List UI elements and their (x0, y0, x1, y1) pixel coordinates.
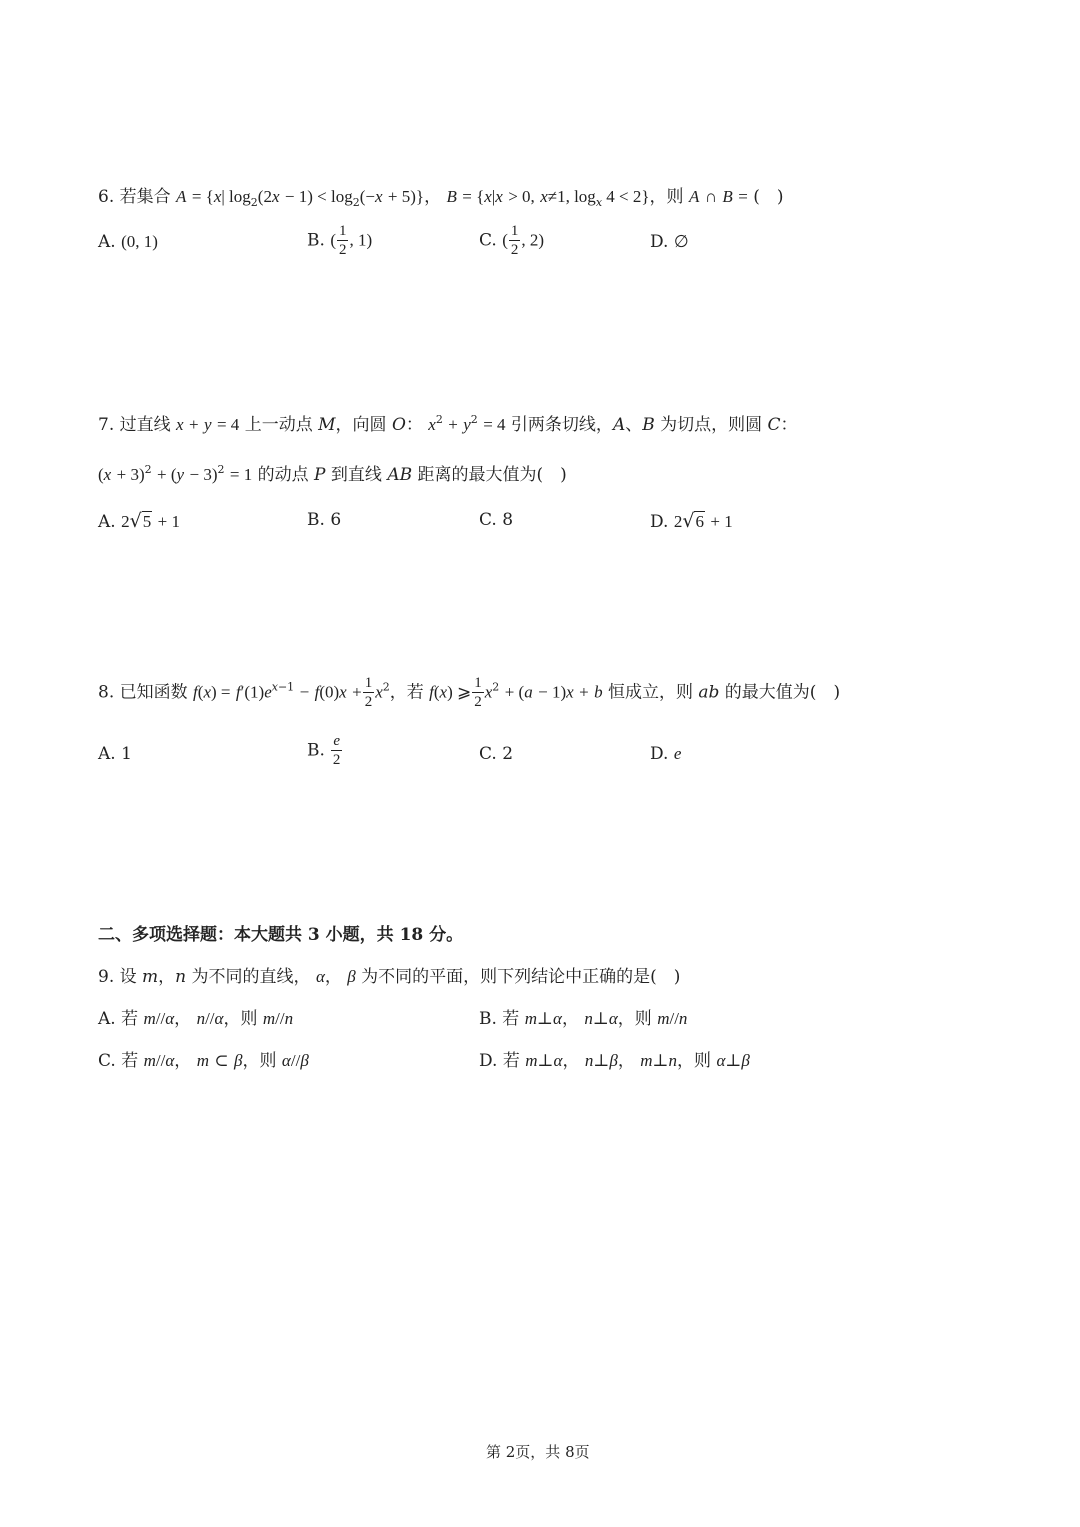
question-8-choice-d[interactable]: D. e (650, 744, 682, 764)
question-6-stem: 6. 若集合 A = {x| $\log_2(2x - 1) < \log_2(-x + 5)$}， B = {x|x > 0, x≠1, $\log_x 4 < 2$}，则 A ∩ B = ( ) (98, 187, 784, 209)
question-8-choice-a[interactable]: A. 1 (98, 744, 132, 764)
question-9-number: 9. (98, 967, 115, 987)
question-6-choice-b[interactable]: B. ( $\frac{1}{2}$ , 1) (307, 223, 373, 258)
question-6-choice-a[interactable]: A. (0, 1) (98, 232, 158, 252)
question-9-choice-a[interactable]: A. 若 m//α， n//α，则 m//n (98, 1009, 294, 1029)
question-8-choice-c[interactable]: C. 2 (479, 744, 514, 764)
question-7-stem-line-2: $(x + 3)^2 + (y - 3)^2 = 1$ 的动点 P 到直线 AB 距离的最大值为( ) (98, 463, 567, 485)
question-7-choice-b[interactable]: B. 6 (307, 510, 342, 530)
fraction-e-over-2: $\frac{e}{2}$ (332, 733, 341, 768)
question-9-choice-d[interactable]: D. 若 m⊥α， n⊥β， m⊥n，则 α⊥β (479, 1051, 750, 1071)
question-6-number: 6. (98, 187, 115, 207)
section-2-heading: 二、多项选择题：本大题共 3 小题，共 18 分。 (98, 925, 464, 945)
square-root: √6 (682, 510, 704, 532)
question-7-choice-c[interactable]: C. 8 (479, 510, 514, 530)
question-9-stem: 9. 设 m，n 为不同的直线， α， β 为不同的平面，则下列结论中正确的是( ) (98, 967, 681, 987)
question-8-number: 8. (98, 682, 115, 703)
fraction-one-half: $\frac{1}{2}$ (364, 675, 373, 710)
fraction-one-half: $\frac{1}{2}$ (474, 675, 482, 710)
fraction-one-half: $\frac{1}{2}$ (510, 223, 519, 258)
question-7-choice-a[interactable]: A. 2√5 + 1 (98, 510, 180, 532)
question-9-choice-c[interactable]: C. 若 m//α， m ⊂ β，则 α//β (98, 1051, 309, 1071)
question-8-stem: 8. 已知函数 $f(x) = f'(1)e^{x-1} - f(0)x$ + $\frac{1}{2}$ $x^2$，若 f(x) ⩾ $\frac{1}{2}$ $x^2 + (a - 1)x + b$ 恒成立，则 ab 的最大值为( ) (98, 675, 841, 710)
square-root: √5 (129, 510, 152, 532)
question-7-choice-d[interactable]: D. 2√6 + 1 (650, 510, 733, 532)
question-6-choice-d[interactable]: D. ∅ (650, 232, 689, 252)
page-footer: 第 2页，共 8页 (486, 1443, 590, 1461)
question-7-number: 7. (98, 415, 115, 435)
question-7-stem-line-1: 7. 过直线 x + y = 4 上一动点 M，向圆 O： $x^2 + y^2 = 4$ 引两条切线，A、B 为切点，则圆 C： (98, 413, 798, 435)
question-6-choice-c[interactable]: C. ( $\frac{1}{2}$ , 2) (479, 223, 545, 258)
question-9-choice-b[interactable]: B. 若 m⊥α， n⊥α，则 m//n (479, 1009, 688, 1029)
fraction-one-half: $\frac{1}{2}$ (338, 223, 347, 258)
question-8-choice-b[interactable]: B. $\frac{e}{2}$ (307, 733, 341, 768)
